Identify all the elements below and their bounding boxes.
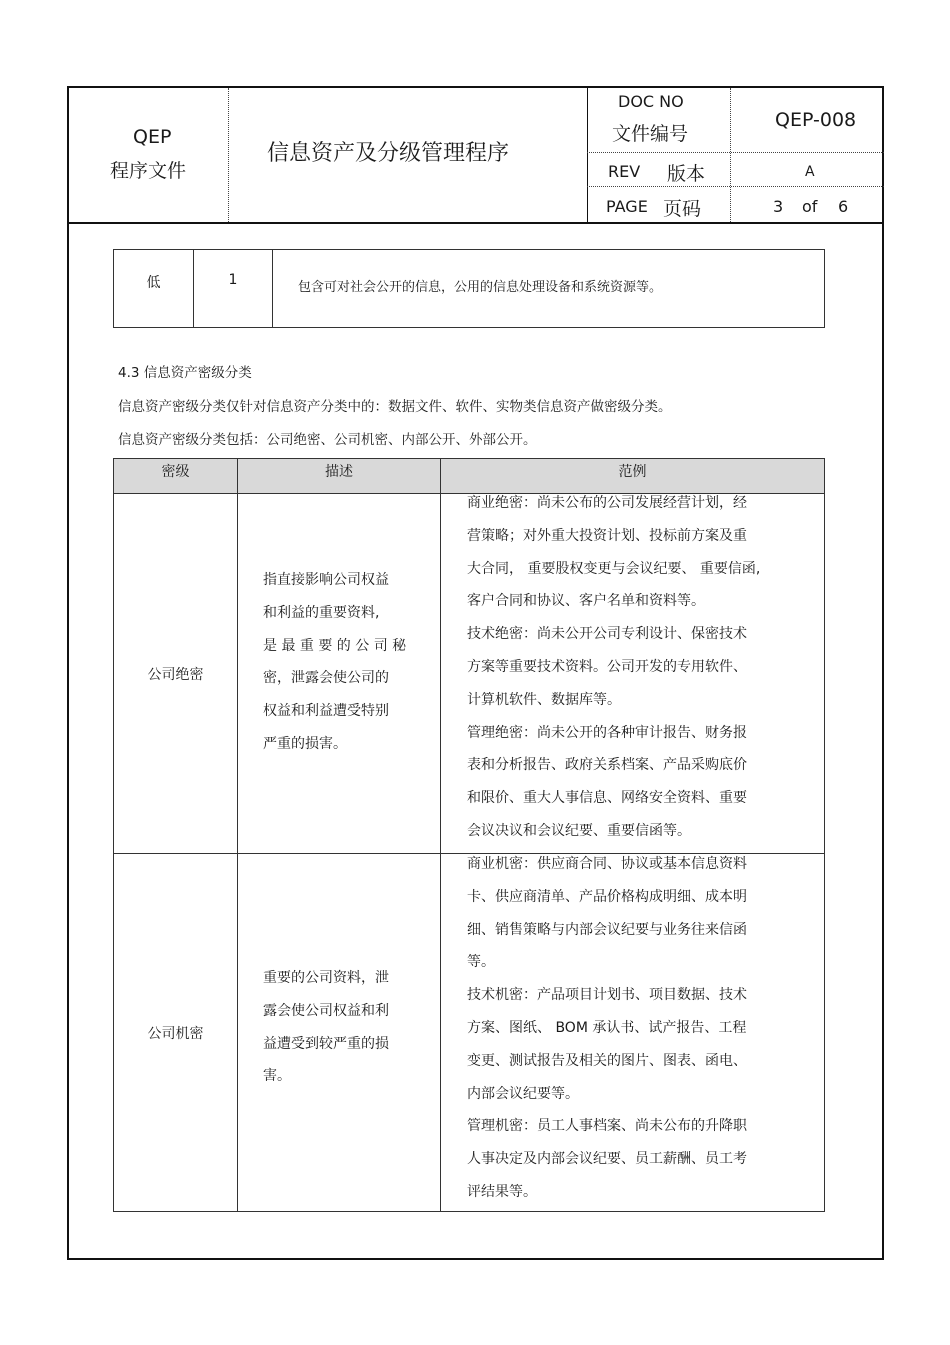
example-line: 技术机密：产品项目计划书、项目数据、技术 <box>467 987 747 1004</box>
level-table <box>113 249 825 328</box>
example-line: 评结果等。 <box>467 1183 537 1200</box>
doc-no-label-en: DOC NO <box>618 92 684 111</box>
example-line: 方案、图纸、 BOM 承认书、试产报告、工程 <box>467 1019 747 1036</box>
example-line: 人事决定及内部会议纪要、员工薪酬、员工考 <box>467 1151 747 1168</box>
example-line: 计算机软件、数据库等。 <box>467 691 621 708</box>
example-line: 等。 <box>467 954 495 971</box>
page-label-cn: 页码 <box>663 198 702 220</box>
desc-line: 害。 <box>263 1068 291 1085</box>
desc-line: 严重的损害。 <box>263 735 347 752</box>
level-text: 低 <box>146 275 161 291</box>
desc-line: 权益和利益遭受特别 <box>263 703 389 720</box>
desc-line: 是 最 重 要 的 公 司 秘 <box>263 637 407 654</box>
desc-line: 露会使公司权益和利 <box>263 1002 389 1019</box>
description-text <box>263 962 440 1093</box>
rev-label-en: REV <box>608 162 641 181</box>
page-current: 3 <box>773 197 784 216</box>
example-line: 和限价、重大人事信息、网络安全资料、重要 <box>467 790 747 807</box>
header-divider <box>587 186 884 187</box>
example-line: 商业机密：供应商合同、协议或基本信息资料 <box>467 856 747 872</box>
rev-label-cn: 版本 <box>667 163 706 185</box>
doc-no-label-cn: 文件编号 <box>612 123 689 145</box>
example-line: 方案等重要技术资料。公司开发的专用软件、 <box>467 658 747 675</box>
header-divider <box>730 88 731 222</box>
example-line: 商业绝密：尚未公布的公司发展经营计划，经 <box>467 495 747 511</box>
examples-cell <box>441 494 825 854</box>
example-line: 大合同， 重要股权变更与会议纪要、 重要信函, <box>467 560 761 577</box>
level-cell <box>114 854 238 1212</box>
example-line: 变更、测试报告及相关的图片、图表、函电、 <box>467 1052 747 1069</box>
header-divider <box>587 88 588 222</box>
example-line: 表和分析报告、政府关系档案、产品采购底价 <box>467 757 747 774</box>
page-label-en: PAGE <box>606 197 648 216</box>
page-of: of <box>802 197 818 216</box>
example-line: 细、销售策略与内部会议纪要与业务往来信函 <box>467 921 747 938</box>
level-text: 公司机密 <box>147 1025 204 1042</box>
description-cell <box>238 854 441 1212</box>
value-text: 1 <box>228 272 238 288</box>
doc-type: 程序文件 <box>110 160 187 182</box>
table-row <box>114 854 825 1212</box>
doc-no-value: QEP-008 <box>775 109 857 131</box>
examples-cell <box>441 854 825 1212</box>
desc-line: 和利益的重要资料, <box>263 604 380 621</box>
desc-line: 重要的公司资料，泄 <box>263 970 389 986</box>
company-name: QEP <box>133 126 172 148</box>
column-header: 密级 <box>114 459 238 494</box>
level-cell <box>114 494 238 854</box>
example-line: 管理绝密：尚未公开的各种审计报告、财务报 <box>467 724 747 741</box>
page-total: 6 <box>838 197 849 216</box>
document-title: 信息资产及分级管理程序 <box>267 141 510 166</box>
desc-line: 密，泄露会使公司的 <box>263 670 389 687</box>
examples-text <box>467 848 824 1209</box>
example-line: 卡、供应商清单、产品价格构成明细、成本明 <box>467 888 747 905</box>
section-paragraph: 信息资产密级分类包括：公司绝密、公司机密、内部公开、外部公开。 <box>118 432 537 448</box>
table-row <box>114 494 825 854</box>
header-bottom-border <box>69 222 882 224</box>
column-header: 范例 <box>441 459 825 494</box>
examples-text <box>467 487 824 848</box>
desc-line: 益遭受到较严重的损 <box>263 1035 389 1052</box>
example-line: 客户合同和协议、客户名单和资料等。 <box>467 593 705 610</box>
example-line: 会议决议和会议纪要、重要信函等。 <box>467 822 691 839</box>
description-text: 包含可对社会公开的信息，公用的信息处理设备和系统资源等。 <box>298 280 663 295</box>
example-line: 技术绝密：尚未公开公司专利设计、保密技术 <box>467 626 747 643</box>
section-paragraph: 信息资产密级分类仅针对信息资产分类中的：数据文件、软件、实物类信息资产做密级分类。 <box>118 399 672 415</box>
example-line: 管理机密：员工人事档案、尚未公布的升降职 <box>467 1118 747 1135</box>
value-cell <box>194 250 273 328</box>
example-line: 内部会议纪要等。 <box>467 1085 579 1102</box>
level-cell <box>114 250 194 328</box>
column-header: 描述 <box>238 459 441 494</box>
level-text: 公司绝密 <box>147 666 204 683</box>
desc-line: 指直接影响公司权益 <box>263 572 389 588</box>
section-heading: 4.3 信息资产密级分类 <box>118 365 252 381</box>
classification-table <box>113 458 825 1212</box>
description-cell <box>273 250 825 328</box>
header-divider <box>228 88 229 222</box>
description-cell <box>238 494 441 854</box>
table-row <box>114 250 825 328</box>
description-text <box>263 564 440 761</box>
header-divider <box>587 152 884 153</box>
rev-value: A <box>805 164 815 180</box>
example-line: 营策略；对外重大投资计划、投标前方案及重 <box>467 527 747 544</box>
